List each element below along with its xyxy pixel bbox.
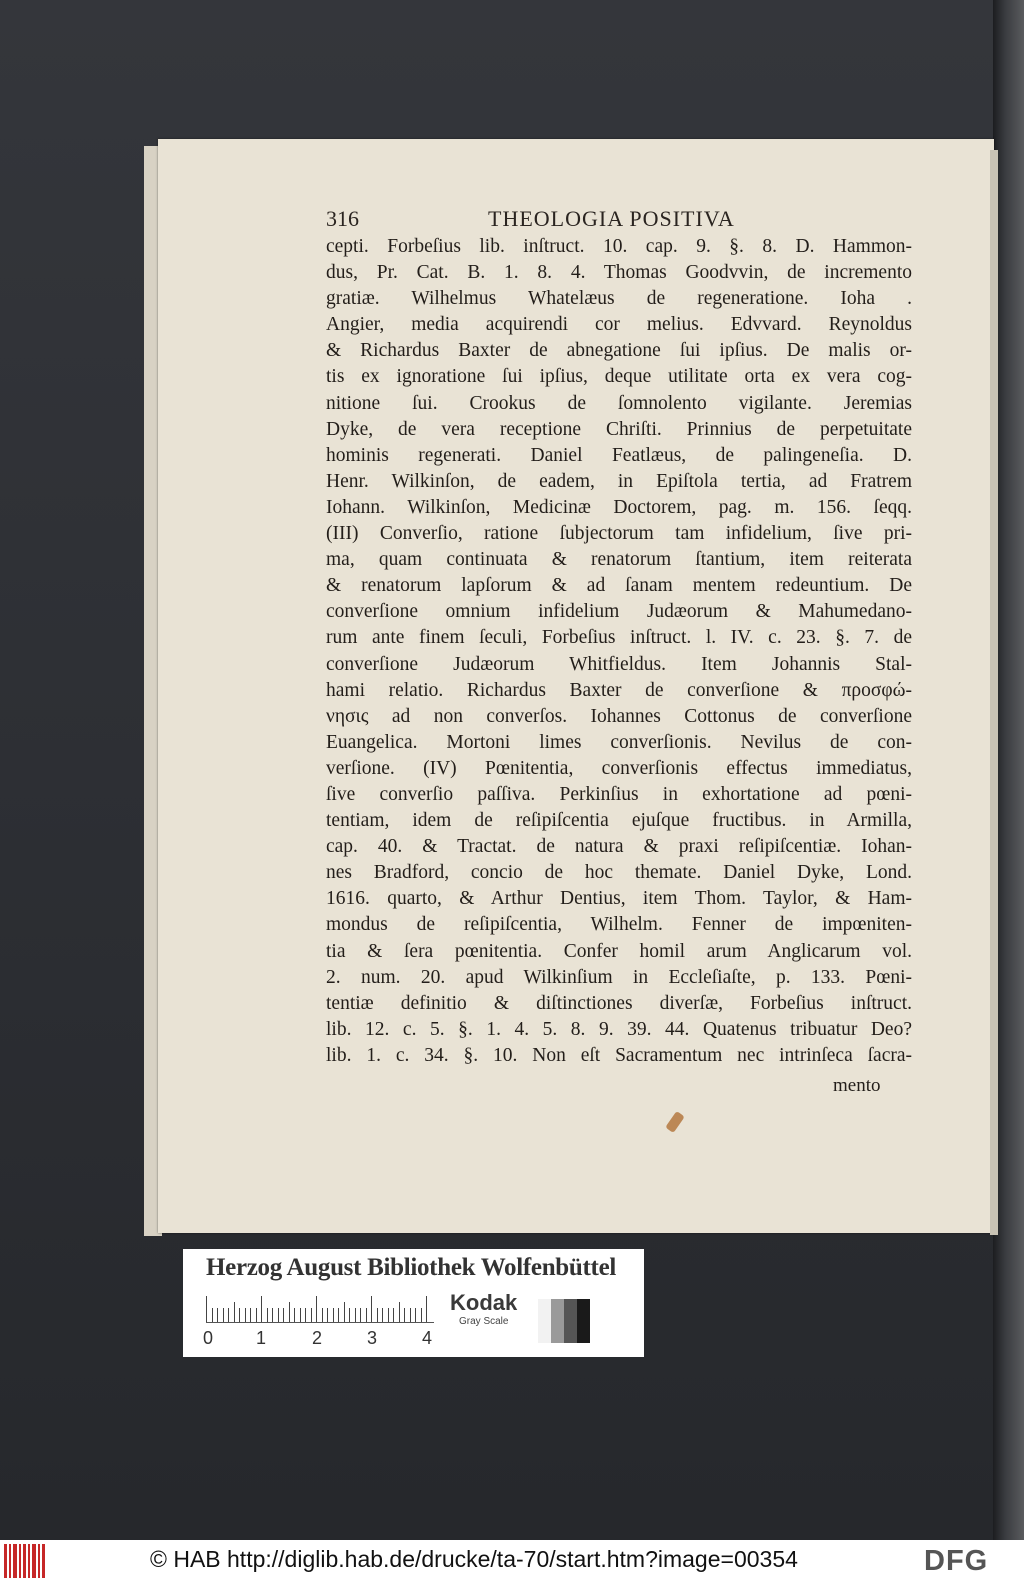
text-line: hami relatio. Richardus Baxter de converſione & προσφώ-: [326, 679, 912, 701]
ruler-tick: [338, 1308, 339, 1322]
ruler-tick: [327, 1308, 328, 1322]
ruler-number: 1: [256, 1328, 267, 1348]
text-line: dus, Pr. Cat. B. 1. 8. 4. Thomas Goodvvin, de incremento: [326, 262, 912, 284]
gray-swatch: [551, 1299, 564, 1343]
ruler-tick: [228, 1308, 229, 1322]
ruler-number: 3: [367, 1328, 378, 1348]
page-fold: [990, 150, 998, 1235]
ruler-tick: [206, 1296, 207, 1322]
ruler-tick: [349, 1308, 350, 1322]
ruler-number: 4: [422, 1328, 433, 1348]
text-line: mondus de reſipiſcentia, Wilhelm. Fenner de impœniten-: [326, 914, 912, 936]
ruler-tick: [366, 1308, 367, 1322]
ruler-tick: [311, 1308, 312, 1322]
ruler-tick: [289, 1302, 290, 1322]
text-line: Euangelica. Mortoni limes converſionis. Nevilus de con-: [326, 731, 912, 753]
text-line: cap. 40. & Tractat. de natura & praxi reſipiſcentiæ. Iohan-: [326, 836, 912, 858]
text-line: tia & ſera pœnitentia. Confer homil arum Anglicarum vol.: [326, 940, 912, 962]
text-line: converſione omnium infidelium Judæorum & Mahumedano-: [326, 601, 912, 623]
text-line: ſive converſio paſſiva. Perkinſius in exhortatione ad pœni-: [326, 783, 912, 805]
ruler-tick: [421, 1308, 422, 1322]
ruler-tick: [333, 1308, 334, 1322]
text-line: gratiæ. Wilhelmus Whatelæus de regeneratione. Ioha .: [326, 288, 912, 310]
ruler-tick: [212, 1308, 213, 1322]
running-title: THEOLOGIA POSITIVA: [488, 206, 735, 231]
text-line: lib. 1. c. 34. §. 10. Non eſt Sacramentum nec intrinſeca ſacra-: [326, 1044, 912, 1066]
dfg-logo: DFG: [924, 1545, 989, 1577]
ruler-tick: [239, 1308, 240, 1322]
library-name: Herzog August Bibliothek Wolfenbüttel: [206, 1254, 617, 1281]
text-line: hominis regenerati. Daniel Featlæus, de palingeneſia. D.: [326, 444, 912, 466]
text-line: (III) Converſio, ratione ſubjectorum tam infidelium, ſive pri-: [326, 523, 912, 545]
text-line: converſione Judæorum Whitfieldus. Item Johannis Stal-: [326, 653, 912, 675]
ruler-number: 2: [312, 1328, 323, 1348]
ruler-tick: [322, 1308, 323, 1322]
ruler-tick: [305, 1308, 306, 1322]
ruler-tick: [344, 1302, 345, 1322]
ruler-tick: [234, 1302, 235, 1322]
ruler-tick: [410, 1308, 411, 1322]
text-line: Angier, media acquirendi cor melius. Edvvard. Reynoldus: [326, 314, 912, 336]
page-text: [326, 234, 912, 1069]
ruler-tick: [250, 1308, 251, 1322]
text-line: 2. num. 20. apud Wilkinſium in Eccleſiaſte, p. 133. Pœni-: [326, 966, 912, 988]
text-line: & renatorum lapſorum & ad ſanam mentem redeuntium. De: [326, 575, 912, 597]
ruler-tick: [371, 1296, 372, 1322]
text-line: tentiam, idem de reſipiſcentia ejuſque fructibus. in Armilla,: [326, 810, 912, 832]
measurement-ruler: [206, 1294, 434, 1328]
ruler-tick: [256, 1308, 257, 1322]
ruler-tick: [223, 1308, 224, 1322]
gray-scale-swatches: [538, 1299, 590, 1343]
ruler-tick: [294, 1308, 295, 1322]
gray-swatch: [577, 1299, 590, 1343]
text-line: νησις ad non converſos. Iohannes Cottonus de converſione: [326, 705, 912, 727]
text-line: lib. 12. c. 5. §. 1. 4. 5. 8. 9. 39. 44. Quatenus tribuatur Deo?: [326, 1018, 912, 1040]
text-line: nitione ſui. Crookus de ſomnolento vigilante. Jeremias: [326, 392, 912, 414]
ruler-tick: [355, 1308, 356, 1322]
ruler-tick: [382, 1308, 383, 1322]
ruler-tick: [404, 1308, 405, 1322]
gray-scale-label: Gray Scale: [459, 1316, 509, 1327]
text-line: Iohann. Wilkinſon, Medicinæ Doctorem, pag. m. 156. ſeqq.: [326, 496, 912, 518]
ruler-number: 0: [203, 1328, 214, 1348]
ruler-tick: [388, 1308, 389, 1322]
ruler-tick: [272, 1308, 273, 1322]
text-line: cepti. Forbeſius lib. inſtruct. 10. cap. 9. §. 8. D. Hammon-: [326, 236, 912, 257]
text-line: tentiæ definitio & diſtinctiones diverſæ, Forbeſius inſtruct.: [326, 992, 912, 1014]
gray-swatch: [538, 1299, 551, 1343]
ruler-tick: [245, 1308, 246, 1322]
page-number: 316: [326, 206, 359, 231]
text-line: verſione. (IV) Pœnitentia, converſionis effectus immediatus,: [326, 757, 912, 779]
ruler-tick: [316, 1296, 317, 1322]
text-line: rum ante finem ſeculi, Forbeſius inſtruct. l. IV. c. 23. §. 7. de: [326, 627, 912, 649]
ruler-tick: [300, 1308, 301, 1322]
text-line: Dyke, de vera receptione Chriſti. Prinnius de perpetuitate: [326, 418, 912, 440]
ruler-tick: [261, 1296, 262, 1322]
ruler-baseline: [206, 1322, 434, 1323]
gray-swatch: [564, 1299, 577, 1343]
text-line: tis ex ignoratione ſui ipſius, deque utilitate orta ex vera cog-: [326, 366, 912, 388]
ruler-tick: [399, 1302, 400, 1322]
ruler-tick: [267, 1308, 268, 1322]
catchword: mento: [833, 1075, 881, 1096]
ruler-tick: [426, 1296, 427, 1322]
text-line: ma, quam continuata & renatorum ſtantium, item reiterata: [326, 549, 912, 571]
ruler-tick: [283, 1308, 284, 1322]
text-line: Henr. Wilkinſon, de eadem, in Epiſtola tertia, ad Fratrem: [326, 470, 912, 492]
hab-logo-icon: [4, 1544, 48, 1578]
copyright-url[interactable]: © HAB http://diglib.hab.de/drucke/ta-70/start.htm?image=00354: [150, 1546, 798, 1572]
kodak-logo: Kodak: [450, 1290, 518, 1315]
ruler-tick: [278, 1308, 279, 1322]
ruler-tick: [360, 1308, 361, 1322]
ruler-tick: [377, 1308, 378, 1322]
ruler-tick: [393, 1308, 394, 1322]
page-header: [326, 206, 906, 234]
text-line: 1616. quarto, & Arthur Dentius, item Thom. Taylor, & Ham-: [326, 888, 912, 910]
text-line: nes Bradford, concio de hoc themate. Daniel Dyke, Lond.: [326, 862, 912, 884]
ruler-tick: [217, 1308, 218, 1322]
text-line: & Richardus Baxter de abnegatione ſui ipſius. De malis or-: [326, 340, 912, 362]
ruler-tick: [415, 1308, 416, 1322]
